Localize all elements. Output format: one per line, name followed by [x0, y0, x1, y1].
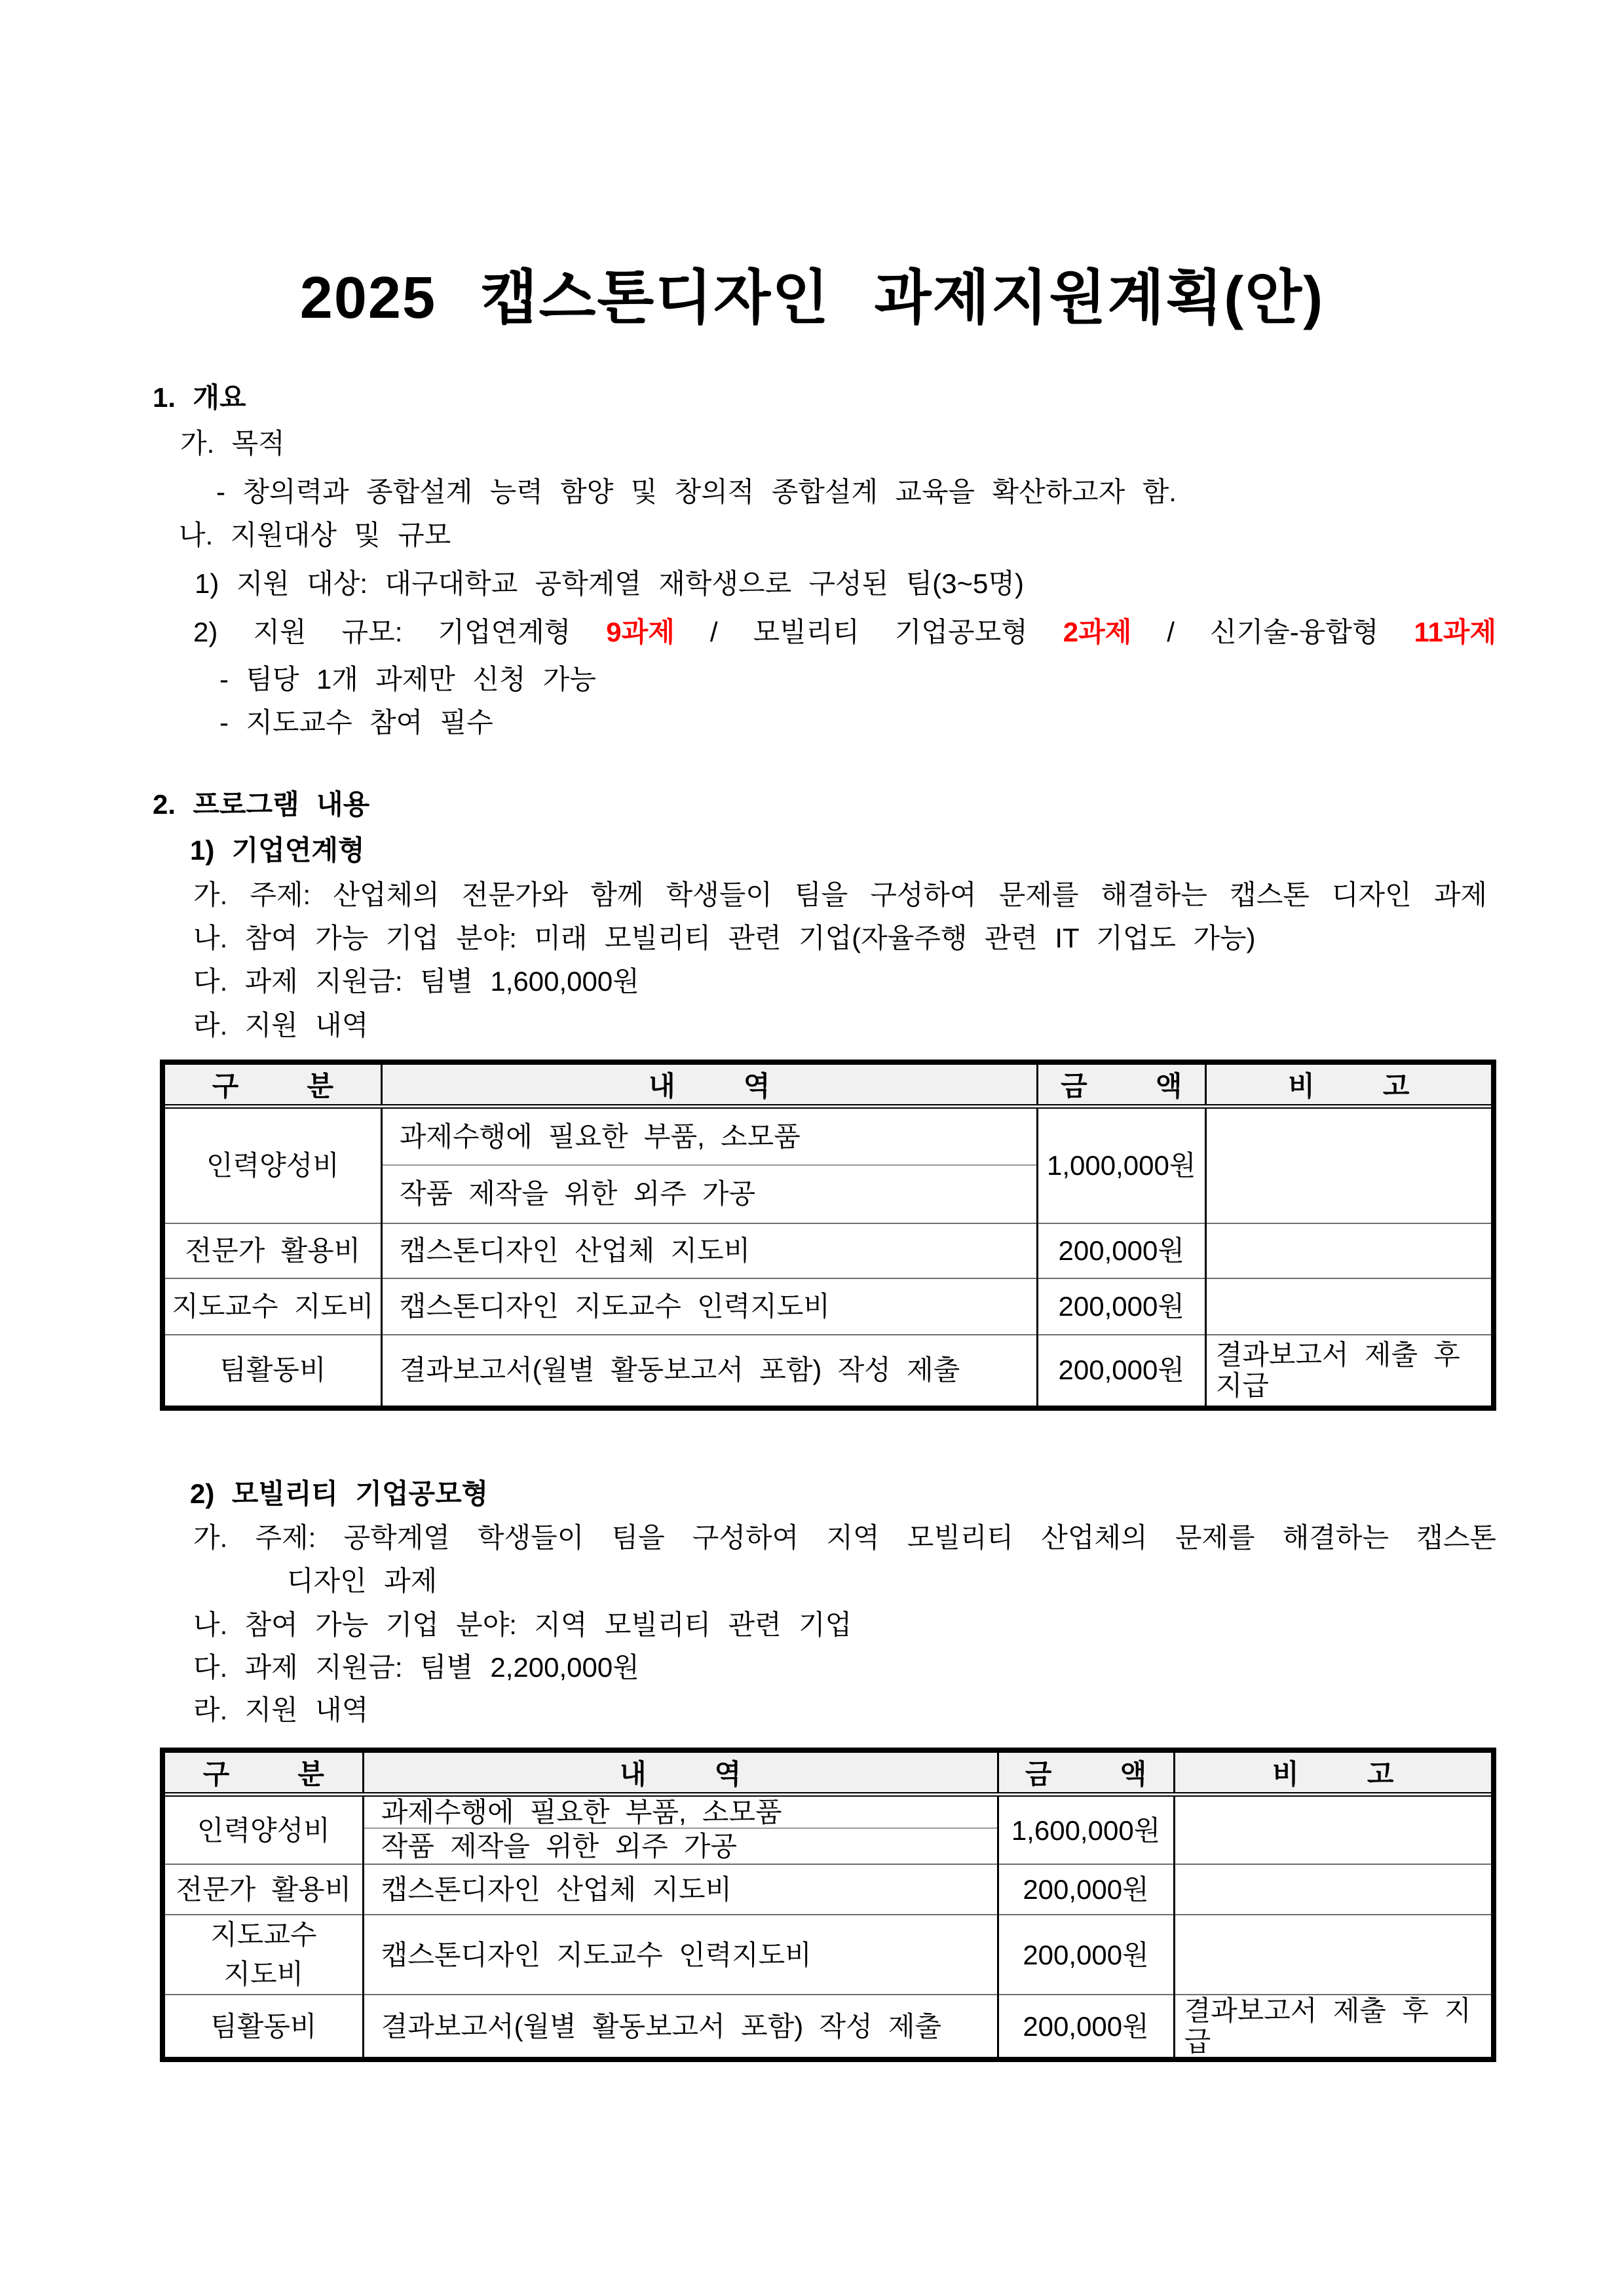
t1-expert-label: 전문가 활용비: [162, 1223, 381, 1278]
t1-expert-detail: 캡스톤디자인 산업체 지도비: [381, 1223, 1037, 1278]
t1-manpower-remark: [1205, 1107, 1494, 1223]
sub1-topic: 가. 주제: 산업체의 전문가와 함께 학생들이 팀을 구성하여 문제를 해결하는 캡스톤 디자인 과제: [193, 879, 1487, 910]
t2-header-category: 구 분: [162, 1750, 363, 1795]
t2-advisor-label-line1: 지도교수: [210, 1919, 317, 1951]
t2-team-remark: 결과보고서 제출 후 지급: [1174, 1995, 1494, 2059]
t2-advisor-detail: 캡스톤디자인 지도교수 인력지도비: [363, 1915, 998, 1995]
t1-header-remark: 비 고: [1205, 1062, 1494, 1107]
t2-team-amount: 200,000원: [998, 1995, 1174, 2059]
table-row: [162, 1995, 1494, 2059]
sub2-support-detail-label: 라. 지원 내역: [193, 1694, 369, 1725]
sub2-company-field: 나. 참여 가능 기업 분야: 지역 모빌리티 관련 기업: [193, 1609, 852, 1640]
t2-team-label: 팀활동비: [162, 1995, 363, 2059]
t1-manpower-detail1: 과제수행에 필요한 부품, 소모품: [381, 1107, 1037, 1165]
t2-manpower-amount: 1,600,000원: [998, 1795, 1174, 1865]
scale-count-newtech: 11과제: [1414, 617, 1497, 647]
t1-manpower-detail2: 작품 제작을 위한 외주 가공: [381, 1165, 1037, 1223]
scale-mid2: / 신기술-융합형: [1131, 617, 1414, 647]
scale-mid1: / 모빌리티 기업공모형: [674, 617, 1063, 647]
section1-heading: 1. 개요: [153, 382, 246, 413]
t2-expert-label: 전문가 활용비: [162, 1864, 363, 1915]
sub1-support-detail-label: 라. 지원 내역: [193, 1010, 369, 1041]
table-row: [162, 1278, 1494, 1335]
table-row: [162, 1864, 1494, 1915]
t1-header-detail: 내 역: [381, 1062, 1037, 1107]
support-table-industry: [160, 1060, 1496, 1411]
t2-manpower-label: 인력양성비: [162, 1795, 363, 1865]
section1-note-one-task: - 팀당 1개 과제만 신청 가능: [219, 664, 596, 695]
section1-purpose-text: - 창의력과 종합설계 능력 함양 및 창의적 종합설계 교육을 확산하고자 함.: [216, 476, 1177, 507]
t2-advisor-label: [162, 1915, 363, 1995]
table-row: [162, 1223, 1494, 1278]
t2-header-detail: 내 역: [363, 1750, 998, 1795]
t1-expert-remark: [1205, 1223, 1494, 1278]
table-row: [162, 1107, 1494, 1165]
t2-advisor-remark: [1174, 1915, 1494, 1995]
t1-manpower-amount: 1,000,000원: [1037, 1107, 1205, 1223]
t1-team-remark: 결과보고서 제출 후 지급: [1205, 1335, 1494, 1408]
t2-manpower-remark: [1174, 1795, 1494, 1865]
section1-note-advisor: - 지도교수 참여 필수: [219, 707, 493, 738]
t2-expert-detail: 캡스톤디자인 산업체 지도비: [363, 1864, 998, 1915]
t1-team-detail: 결과보고서(월별 활동보고서 포함) 작성 제출: [381, 1335, 1037, 1408]
t1-expert-amount: 200,000원: [1037, 1223, 1205, 1278]
t1-manpower-label: 인력양성비: [162, 1107, 381, 1223]
t1-header-category: 구 분: [162, 1062, 381, 1107]
t2-advisor-label-line2: 지도비: [223, 1959, 304, 1990]
section1-scale-text: [193, 611, 1496, 653]
support-table-mobility: [160, 1748, 1496, 2062]
t1-advisor-remark: [1205, 1278, 1494, 1335]
section2-heading: 2. 프로그램 내용: [153, 789, 370, 820]
section1-target-text: 1) 지원 대상: 대구대학교 공학계열 재학생으로 구성된 팀(3~5명): [195, 568, 1024, 599]
t2-manpower-detail2: 작품 제작을 위한 외주 가공: [363, 1828, 998, 1864]
scale-count-mobility: 2과제: [1063, 617, 1132, 647]
document-title: 2025 캡스톤디자인 과제지원계획(안): [299, 265, 1325, 331]
scale-count-industry: 9과제: [606, 617, 675, 647]
scale-prefix: 2) 지원 규모: 기업연계형: [193, 617, 607, 647]
t2-advisor-amount: 200,000원: [998, 1915, 1174, 1995]
table-row: [162, 1915, 1494, 1995]
sub2-heading: 2) 모빌리티 기업공모형: [190, 1478, 489, 1509]
t1-advisor-detail: 캡스톤디자인 지도교수 인력지도비: [381, 1278, 1037, 1335]
section1-item-target-label: 나. 지원대상 및 규모: [179, 520, 451, 550]
table-row: [162, 1795, 1494, 1829]
t1-team-amount: 200,000원: [1037, 1335, 1205, 1408]
t1-advisor-label: 지도교수 지도비: [162, 1278, 381, 1335]
t2-expert-remark: [1174, 1864, 1494, 1915]
t2-manpower-detail1: 과제수행에 필요한 부품, 소모품: [363, 1795, 998, 1829]
sub2-topic-line1: 가. 주제: 공학계열 학생들이 팀을 구성하여 지역 모빌리티 산업체의 문제를 해결하는 캡스톤: [193, 1522, 1496, 1553]
table-row: [162, 1335, 1494, 1408]
section1-item-purpose-label: 가. 목적: [180, 428, 285, 459]
sub2-topic-line2: 디자인 과제: [287, 1565, 438, 1596]
t1-header-amount: 금 액: [1037, 1062, 1205, 1107]
sub2-funding: 다. 과제 지원금: 팀별 2,200,000원: [193, 1652, 639, 1683]
t2-header-remark: 비 고: [1174, 1750, 1494, 1795]
sub1-company-field: 나. 참여 가능 기업 분야: 미래 모빌리티 관련 기업(자율주행 관련 IT 기업도 가능): [193, 923, 1256, 953]
sub1-funding: 다. 과제 지원금: 팀별 1,600,000원: [193, 966, 639, 997]
t2-team-detail: 결과보고서(월별 활동보고서 포함) 작성 제출: [363, 1995, 998, 2059]
t2-expert-amount: 200,000원: [998, 1864, 1174, 1915]
sub1-heading: 1) 기업연계형: [190, 835, 365, 866]
t2-header-amount: 금 액: [998, 1750, 1174, 1795]
t1-advisor-amount: 200,000원: [1037, 1278, 1205, 1335]
t1-team-label: 팀활동비: [162, 1335, 381, 1408]
